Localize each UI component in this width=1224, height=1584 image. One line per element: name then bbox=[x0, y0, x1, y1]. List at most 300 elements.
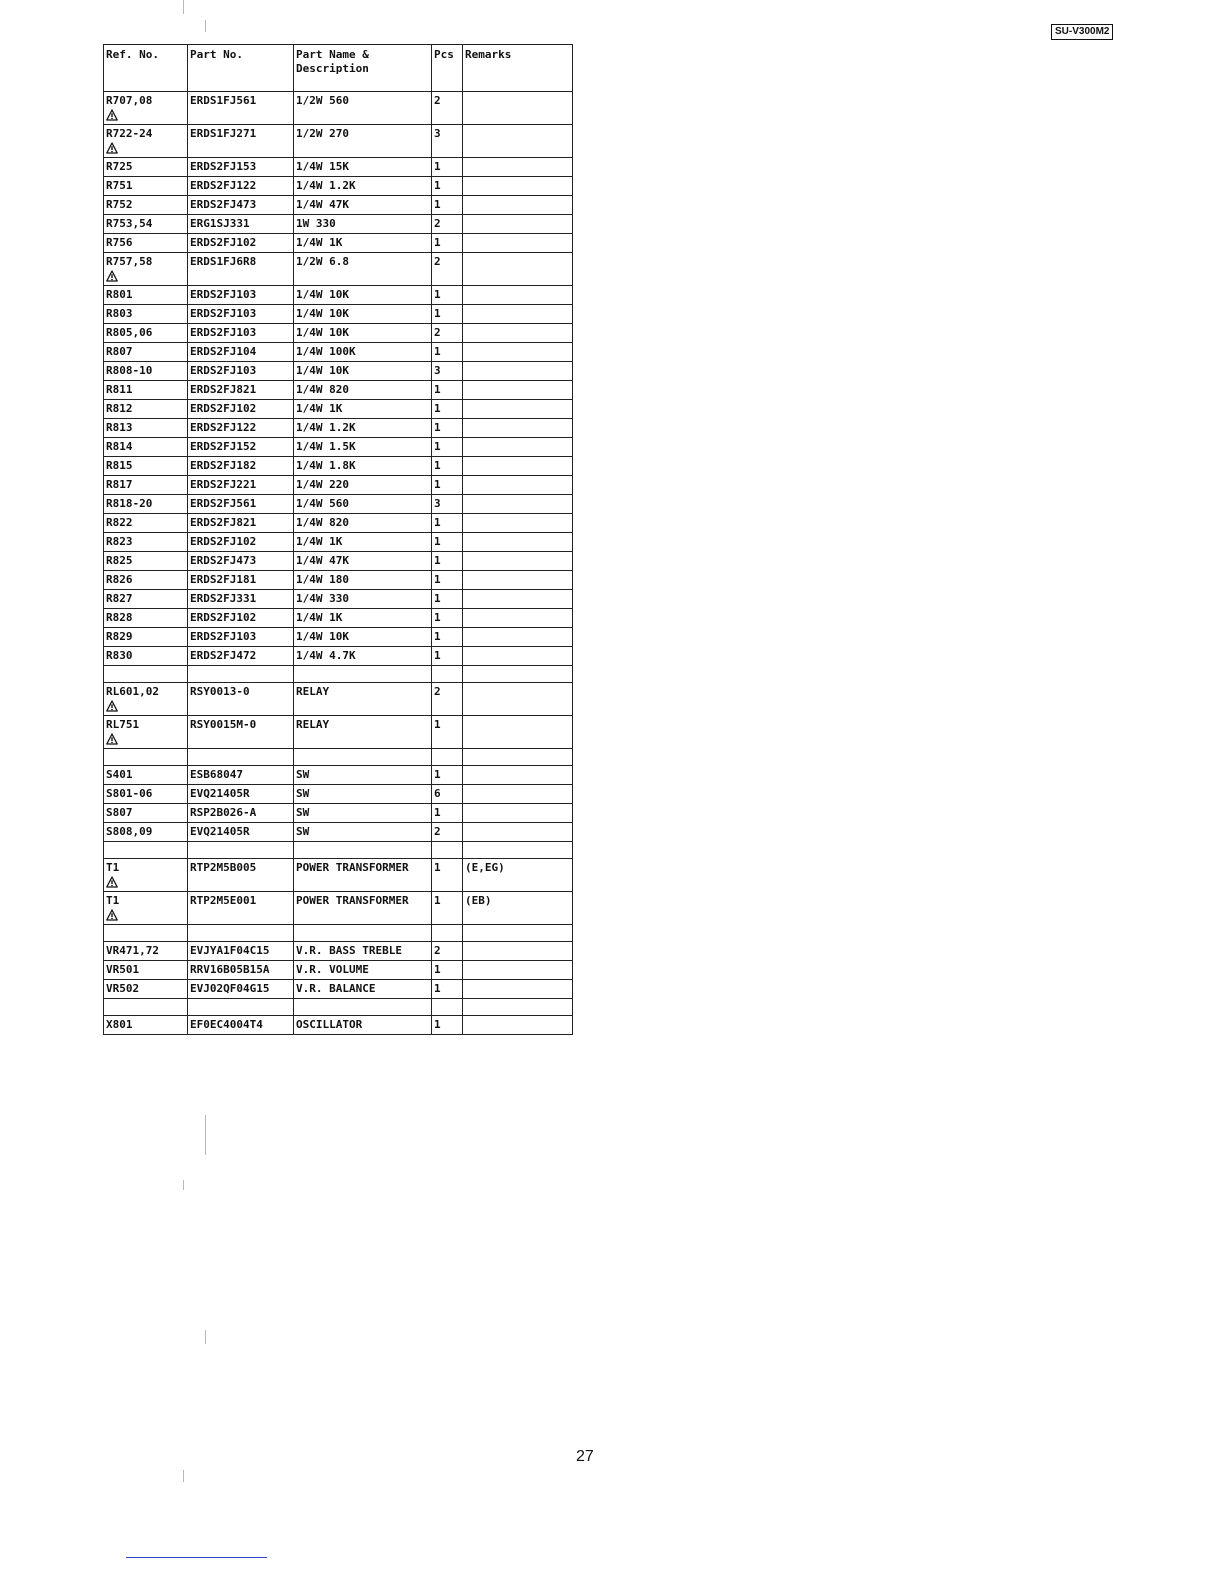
scan-speck bbox=[205, 20, 206, 32]
cell-part-name-text: 1/4W 10K bbox=[296, 288, 349, 301]
cell-part-name bbox=[294, 892, 432, 925]
cell-ref-no-text: S808,09 bbox=[106, 825, 153, 838]
cell-part-no bbox=[188, 942, 294, 961]
table-row bbox=[104, 590, 573, 609]
cell-remarks bbox=[463, 609, 573, 628]
cell-remarks bbox=[463, 552, 573, 571]
cell-remarks bbox=[463, 892, 573, 925]
cell-part-no-text: EVJYA1F04C15 bbox=[190, 944, 270, 957]
cell-part-no-text: RSY0015M-0 bbox=[190, 718, 257, 731]
table-spacer-row bbox=[104, 842, 573, 859]
cell-remarks bbox=[463, 476, 573, 495]
table-row bbox=[104, 92, 573, 125]
cell-ref-no bbox=[104, 552, 188, 571]
cell-part-no bbox=[188, 647, 294, 666]
cell-ref-no-text: S807 bbox=[106, 806, 133, 819]
cell-part-no bbox=[188, 215, 294, 234]
cell-pcs-text: 2 bbox=[434, 255, 441, 268]
warning-triangle-icon bbox=[106, 270, 118, 282]
cell-part-name-text: 1/4W 47K bbox=[296, 198, 349, 211]
cell-pcs-text: 3 bbox=[434, 364, 441, 377]
cell-ref-no bbox=[104, 804, 188, 823]
cell-pcs bbox=[432, 158, 463, 177]
cell-pcs-text: 1 bbox=[434, 861, 441, 874]
cell-pcs-text: 1 bbox=[434, 345, 441, 358]
table-row bbox=[104, 215, 573, 234]
cell-part-no bbox=[188, 628, 294, 647]
cell-part-name bbox=[294, 419, 432, 438]
cell-ref-no-text: R801 bbox=[106, 288, 133, 301]
cell-ref-no bbox=[104, 234, 188, 253]
cell-ref-no-text: S401 bbox=[106, 768, 133, 781]
empty-cell bbox=[294, 999, 432, 1016]
empty-cell bbox=[432, 925, 463, 942]
cell-part-name-text: 1/4W 180 bbox=[296, 573, 349, 586]
cell-pcs bbox=[432, 324, 463, 343]
table-row bbox=[104, 571, 573, 590]
cell-part-name-text: 1W 330 bbox=[296, 217, 336, 230]
empty-cell bbox=[432, 666, 463, 683]
cell-remarks bbox=[463, 286, 573, 305]
table-row bbox=[104, 1016, 573, 1035]
cell-ref-no bbox=[104, 215, 188, 234]
cell-part-no-text: ERDS2FJ102 bbox=[190, 402, 257, 415]
cell-part-no-text: ERDS2FJ331 bbox=[190, 592, 257, 605]
cell-pcs-text: 1 bbox=[434, 611, 441, 624]
cell-remarks bbox=[463, 942, 573, 961]
cell-part-no bbox=[188, 253, 294, 286]
warning-triangle-icon bbox=[106, 733, 118, 745]
cell-pcs bbox=[432, 305, 463, 324]
cell-remarks bbox=[463, 980, 573, 999]
table-spacer-row bbox=[104, 749, 573, 766]
cell-ref-no bbox=[104, 514, 188, 533]
cell-pcs bbox=[432, 628, 463, 647]
parts-table-body bbox=[104, 92, 573, 1035]
cell-part-name-text: V.R. BALANCE bbox=[296, 982, 376, 995]
cell-part-name bbox=[294, 716, 432, 749]
cell-ref-no bbox=[104, 305, 188, 324]
table-header-row bbox=[104, 45, 573, 92]
cell-ref-no bbox=[104, 961, 188, 980]
cell-ref-no bbox=[104, 125, 188, 158]
table-row bbox=[104, 438, 573, 457]
table-row bbox=[104, 716, 573, 749]
cell-part-no-text: ERDS2FJ103 bbox=[190, 288, 257, 301]
cell-pcs-text: 1 bbox=[434, 630, 441, 643]
cell-part-no bbox=[188, 785, 294, 804]
cell-part-name-text: 1/4W 4.7K bbox=[296, 649, 356, 662]
cell-ref-no-text: VR502 bbox=[106, 982, 140, 995]
cell-ref-no-text: R823 bbox=[106, 535, 133, 548]
column-header-part-name: Part Name & Description bbox=[294, 45, 432, 92]
cell-part-name bbox=[294, 253, 432, 286]
empty-cell bbox=[294, 666, 432, 683]
cell-pcs-text: 1 bbox=[434, 718, 441, 731]
cell-part-name-text: SW bbox=[296, 825, 310, 838]
cell-pcs-text: 2 bbox=[434, 217, 441, 230]
cell-ref-no bbox=[104, 628, 188, 647]
cell-remarks-text: (EB) bbox=[465, 894, 492, 907]
cell-ref-no-text: T1 bbox=[106, 894, 120, 907]
cell-part-no bbox=[188, 571, 294, 590]
cell-pcs bbox=[432, 823, 463, 842]
cell-part-name-text: 1/4W 560 bbox=[296, 497, 349, 510]
table-row bbox=[104, 286, 573, 305]
cell-ref-no-text: R808-10 bbox=[106, 364, 153, 377]
cell-pcs-text: 2 bbox=[434, 944, 441, 957]
cell-ref-no-text: R817 bbox=[106, 478, 133, 491]
table-row bbox=[104, 647, 573, 666]
cell-part-no-text: EF0EC4004T4 bbox=[190, 1018, 263, 1031]
cell-remarks bbox=[463, 125, 573, 158]
cell-part-name bbox=[294, 92, 432, 125]
cell-part-no bbox=[188, 286, 294, 305]
table-row bbox=[104, 234, 573, 253]
cell-part-no-text: ERDS2FJ221 bbox=[190, 478, 257, 491]
cell-ref-no bbox=[104, 647, 188, 666]
cell-remarks bbox=[463, 158, 573, 177]
cell-part-no bbox=[188, 419, 294, 438]
table-row bbox=[104, 495, 573, 514]
cell-ref-no-text: RL601,02 bbox=[106, 685, 159, 698]
empty-cell bbox=[188, 925, 294, 942]
cell-ref-no bbox=[104, 253, 188, 286]
cell-part-name-text: 1/4W 10K bbox=[296, 630, 349, 643]
cell-ref-no bbox=[104, 590, 188, 609]
cell-part-name bbox=[294, 324, 432, 343]
cell-pcs-text: 1 bbox=[434, 478, 441, 491]
table-row bbox=[104, 552, 573, 571]
cell-part-no bbox=[188, 609, 294, 628]
cell-remarks bbox=[463, 647, 573, 666]
empty-cell bbox=[432, 842, 463, 859]
cell-part-no bbox=[188, 305, 294, 324]
table-spacer-row bbox=[104, 925, 573, 942]
cell-part-name bbox=[294, 785, 432, 804]
cell-part-no bbox=[188, 324, 294, 343]
table-row bbox=[104, 476, 573, 495]
empty-cell bbox=[104, 999, 188, 1016]
scan-speck bbox=[183, 1470, 184, 1482]
cell-ref-no-text: R751 bbox=[106, 179, 133, 192]
warning-triangle-icon bbox=[106, 109, 118, 121]
cell-part-name-text: 1/4W 1K bbox=[296, 236, 343, 249]
cell-pcs-text: 2 bbox=[434, 685, 441, 698]
cell-pcs-text: 1 bbox=[434, 573, 441, 586]
cell-part-name-text: 1/4W 1K bbox=[296, 611, 343, 624]
cell-remarks bbox=[463, 381, 573, 400]
cell-pcs-text: 1 bbox=[434, 288, 441, 301]
cell-part-no-text: ERDS2FJ102 bbox=[190, 611, 257, 624]
cell-pcs bbox=[432, 457, 463, 476]
table-row bbox=[104, 785, 573, 804]
cell-pcs-text: 1 bbox=[434, 516, 441, 529]
cell-pcs-text: 1 bbox=[434, 963, 441, 976]
cell-ref-no-text: R753,54 bbox=[106, 217, 153, 230]
cell-remarks bbox=[463, 804, 573, 823]
cell-part-name bbox=[294, 495, 432, 514]
cell-part-name bbox=[294, 804, 432, 823]
cell-ref-no-text: S801-06 bbox=[106, 787, 153, 800]
cell-ref-no bbox=[104, 457, 188, 476]
table-row bbox=[104, 324, 573, 343]
cell-remarks bbox=[463, 362, 573, 381]
cell-part-no bbox=[188, 92, 294, 125]
warning-triangle-icon bbox=[106, 909, 118, 921]
cell-pcs bbox=[432, 647, 463, 666]
cell-pcs-text: 1 bbox=[434, 198, 441, 211]
cell-part-no bbox=[188, 495, 294, 514]
empty-cell bbox=[104, 842, 188, 859]
cell-part-name-text: SW bbox=[296, 806, 310, 819]
cell-ref-no bbox=[104, 1016, 188, 1035]
cell-remarks bbox=[463, 571, 573, 590]
cell-part-name-text: 1/4W 1.2K bbox=[296, 421, 356, 434]
cell-part-no bbox=[188, 234, 294, 253]
cell-pcs-text: 1 bbox=[434, 440, 441, 453]
cell-ref-no-text: R803 bbox=[106, 307, 133, 320]
cell-remarks bbox=[463, 438, 573, 457]
table-row bbox=[104, 609, 573, 628]
cell-ref-no bbox=[104, 324, 188, 343]
cell-pcs bbox=[432, 961, 463, 980]
cell-part-name-text: 1/4W 10K bbox=[296, 326, 349, 339]
cell-part-name-text: RELAY bbox=[296, 718, 330, 731]
cell-part-no-text: ERDS1FJ6R8 bbox=[190, 255, 257, 268]
cell-part-no-text: ERDS1FJ561 bbox=[190, 94, 257, 107]
cell-part-name bbox=[294, 476, 432, 495]
cell-part-name bbox=[294, 961, 432, 980]
cell-remarks bbox=[463, 234, 573, 253]
cell-part-name bbox=[294, 305, 432, 324]
cell-part-no bbox=[188, 125, 294, 158]
empty-cell bbox=[294, 749, 432, 766]
cell-part-no-text: ERDS2FJ153 bbox=[190, 160, 257, 173]
cell-remarks bbox=[463, 343, 573, 362]
cell-ref-no bbox=[104, 785, 188, 804]
cell-pcs bbox=[432, 980, 463, 999]
cell-remarks bbox=[463, 823, 573, 842]
cell-remarks bbox=[463, 785, 573, 804]
cell-part-name bbox=[294, 125, 432, 158]
cell-part-name bbox=[294, 609, 432, 628]
cell-pcs bbox=[432, 590, 463, 609]
cell-part-no bbox=[188, 400, 294, 419]
cell-ref-no bbox=[104, 362, 188, 381]
table-row bbox=[104, 859, 573, 892]
scan-speck bbox=[183, 1180, 184, 1190]
table-spacer-row bbox=[104, 999, 573, 1016]
cell-part-name bbox=[294, 647, 432, 666]
cell-part-no-text: RTP2M5E001 bbox=[190, 894, 257, 907]
cell-remarks bbox=[463, 514, 573, 533]
table-row bbox=[104, 628, 573, 647]
cell-ref-no-text: R822 bbox=[106, 516, 133, 529]
cell-ref-no bbox=[104, 343, 188, 362]
cell-pcs bbox=[432, 362, 463, 381]
cell-pcs bbox=[432, 609, 463, 628]
warning-triangle-icon bbox=[106, 700, 118, 712]
cell-pcs-text: 3 bbox=[434, 497, 441, 510]
cell-ref-no-text: R813 bbox=[106, 421, 133, 434]
cell-pcs bbox=[432, 859, 463, 892]
cell-part-no bbox=[188, 177, 294, 196]
cell-pcs-text: 2 bbox=[434, 825, 441, 838]
cell-part-no-text: ERDS2FJ122 bbox=[190, 179, 257, 192]
cell-pcs-text: 1 bbox=[434, 649, 441, 662]
scan-speck bbox=[205, 1330, 206, 1344]
cell-part-no-text: ERDS2FJ472 bbox=[190, 649, 257, 662]
cell-ref-no bbox=[104, 438, 188, 457]
cell-part-name-text: POWER TRANSFORMER bbox=[296, 861, 409, 874]
cell-part-no-text: ERDS2FJ561 bbox=[190, 497, 257, 510]
cell-pcs bbox=[432, 785, 463, 804]
cell-part-no-text: ERDS2FJ103 bbox=[190, 326, 257, 339]
cell-part-no bbox=[188, 438, 294, 457]
cell-part-no-text: ERDS2FJ181 bbox=[190, 573, 257, 586]
cell-remarks bbox=[463, 859, 573, 892]
cell-ref-no bbox=[104, 177, 188, 196]
cell-part-no-text: ERDS2FJ152 bbox=[190, 440, 257, 453]
cell-remarks bbox=[463, 590, 573, 609]
cell-remarks bbox=[463, 457, 573, 476]
table-row bbox=[104, 683, 573, 716]
cell-part-name-text: 1/4W 1K bbox=[296, 402, 343, 415]
cell-ref-no-text: R818-20 bbox=[106, 497, 153, 510]
cell-part-name-text: 1/4W 1.5K bbox=[296, 440, 356, 453]
cell-part-name bbox=[294, 766, 432, 785]
cell-part-name bbox=[294, 683, 432, 716]
empty-cell bbox=[294, 842, 432, 859]
parts-list-table bbox=[103, 44, 573, 1035]
cell-pcs bbox=[432, 177, 463, 196]
cell-part-name bbox=[294, 1016, 432, 1035]
cell-part-name-text: SW bbox=[296, 787, 310, 800]
cell-part-name-text: 1/4W 10K bbox=[296, 307, 349, 320]
cell-ref-no-text: X801 bbox=[106, 1018, 133, 1031]
table-row bbox=[104, 125, 573, 158]
empty-cell bbox=[463, 749, 573, 766]
warning-triangle-icon bbox=[106, 876, 118, 888]
cell-remarks bbox=[463, 683, 573, 716]
cell-ref-no-text: R830 bbox=[106, 649, 133, 662]
cell-part-no bbox=[188, 1016, 294, 1035]
cell-pcs-text: 1 bbox=[434, 535, 441, 548]
cell-ref-no bbox=[104, 823, 188, 842]
cell-remarks bbox=[463, 305, 573, 324]
cell-pcs bbox=[432, 381, 463, 400]
cell-ref-no-text: R815 bbox=[106, 459, 133, 472]
empty-cell bbox=[104, 925, 188, 942]
cell-part-name-text: OSCILLATOR bbox=[296, 1018, 363, 1031]
cell-pcs-text: 1 bbox=[434, 554, 441, 567]
cell-part-name bbox=[294, 234, 432, 253]
cell-pcs bbox=[432, 514, 463, 533]
cell-part-name bbox=[294, 400, 432, 419]
cell-part-name-text: 1/4W 330 bbox=[296, 592, 349, 605]
table-row bbox=[104, 305, 573, 324]
cell-part-name-text: POWER TRANSFORMER bbox=[296, 894, 409, 907]
cell-ref-no bbox=[104, 716, 188, 749]
cell-part-no-text: RSP2B026-A bbox=[190, 806, 257, 819]
cell-ref-no-text: RL751 bbox=[106, 718, 140, 731]
cell-ref-no-text: R814 bbox=[106, 440, 133, 453]
column-header-part-no: Part No. bbox=[188, 45, 294, 92]
cell-pcs-text: 1 bbox=[434, 1018, 441, 1031]
cell-ref-no-text: R752 bbox=[106, 198, 133, 211]
table-row bbox=[104, 343, 573, 362]
cell-part-no-text: ERDS2FJ182 bbox=[190, 459, 257, 472]
cell-remarks bbox=[463, 533, 573, 552]
cell-part-name-text: 1/4W 1.8K bbox=[296, 459, 356, 472]
cell-ref-no bbox=[104, 419, 188, 438]
column-header-remarks: Remarks bbox=[463, 45, 573, 92]
cell-pcs-text: 1 bbox=[434, 421, 441, 434]
table-row bbox=[104, 196, 573, 215]
cell-ref-no bbox=[104, 196, 188, 215]
scan-speck bbox=[205, 1115, 206, 1155]
cell-ref-no-text: R805,06 bbox=[106, 326, 153, 339]
cell-pcs-text: 1 bbox=[434, 383, 441, 396]
cell-part-no-text: ERDS2FJ102 bbox=[190, 535, 257, 548]
cell-pcs-text: 2 bbox=[434, 326, 441, 339]
table-row bbox=[104, 823, 573, 842]
cell-part-name-text: 1/2W 270 bbox=[296, 127, 349, 140]
empty-cell bbox=[188, 749, 294, 766]
cell-part-name-text: 1/4W 1K bbox=[296, 535, 343, 548]
cell-remarks bbox=[463, 400, 573, 419]
cell-part-no bbox=[188, 683, 294, 716]
cell-part-name bbox=[294, 362, 432, 381]
table-row bbox=[104, 980, 573, 999]
cell-remarks bbox=[463, 961, 573, 980]
cell-pcs-text: 3 bbox=[434, 127, 441, 140]
cell-part-no-text: ERDS2FJ103 bbox=[190, 307, 257, 320]
cell-part-name bbox=[294, 381, 432, 400]
cell-ref-no bbox=[104, 766, 188, 785]
cell-part-name bbox=[294, 514, 432, 533]
cell-ref-no bbox=[104, 158, 188, 177]
cell-part-no bbox=[188, 804, 294, 823]
cell-part-no bbox=[188, 533, 294, 552]
page-number: 27 bbox=[576, 1448, 594, 1465]
empty-cell bbox=[463, 925, 573, 942]
cell-remarks-text: (E,EG) bbox=[465, 861, 505, 874]
cell-part-no bbox=[188, 343, 294, 362]
empty-cell bbox=[188, 999, 294, 1016]
cell-part-no bbox=[188, 859, 294, 892]
cell-ref-no bbox=[104, 942, 188, 961]
cell-pcs bbox=[432, 215, 463, 234]
cell-pcs bbox=[432, 683, 463, 716]
cell-part-name-text: 1/2W 6.8 bbox=[296, 255, 349, 268]
empty-cell bbox=[104, 749, 188, 766]
cell-pcs-text: 2 bbox=[434, 94, 441, 107]
cell-pcs-text: 6 bbox=[434, 787, 441, 800]
empty-cell bbox=[104, 666, 188, 683]
cell-ref-no-text: R807 bbox=[106, 345, 133, 358]
cell-ref-no-text: R811 bbox=[106, 383, 133, 396]
cell-pcs bbox=[432, 804, 463, 823]
cell-ref-no bbox=[104, 892, 188, 925]
cell-remarks bbox=[463, 716, 573, 749]
cell-part-no bbox=[188, 823, 294, 842]
cell-ref-no-text: R829 bbox=[106, 630, 133, 643]
cell-part-name-text: 1/4W 15K bbox=[296, 160, 349, 173]
cell-part-name bbox=[294, 343, 432, 362]
cell-part-name bbox=[294, 533, 432, 552]
